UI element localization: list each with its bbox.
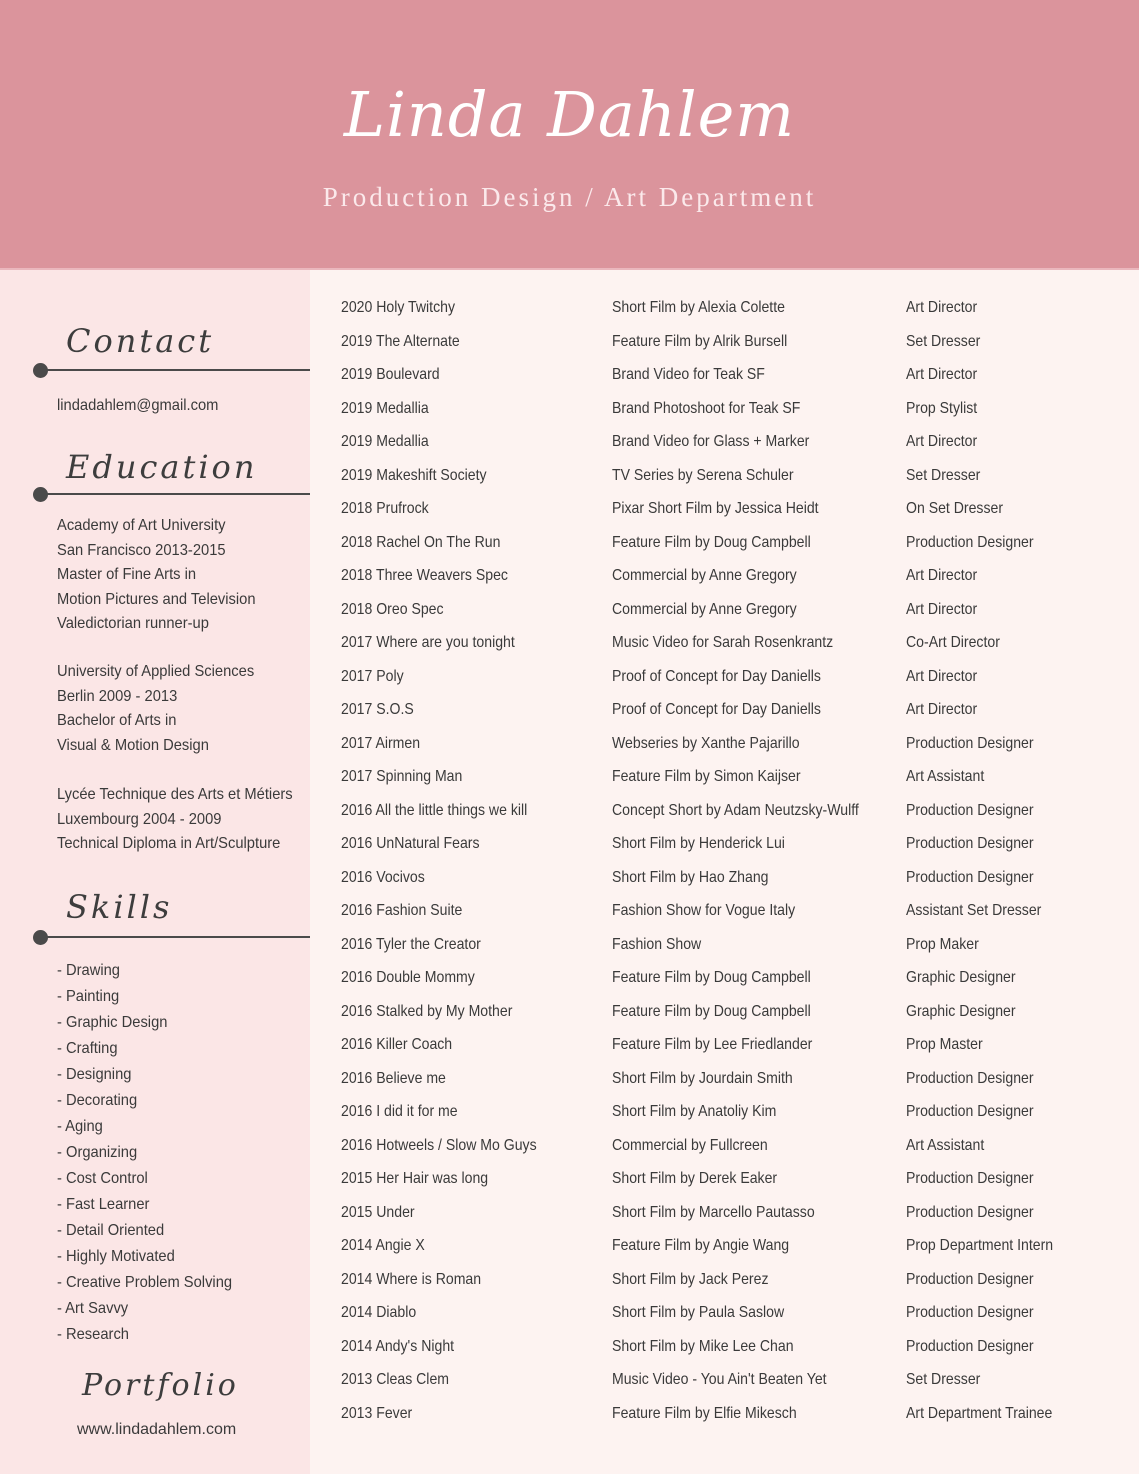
education-line: University of Applied Sciences bbox=[57, 663, 255, 680]
credit-description: Short Film by Henderick Lui bbox=[612, 835, 785, 852]
credit-role: Prop Maker bbox=[906, 935, 979, 953]
credit-project: 2016 Tyler the Creator bbox=[341, 935, 481, 953]
credit-project: 2016 Killer Coach bbox=[341, 1036, 453, 1053]
credit-description: Fashion Show for Vogue Italy bbox=[612, 902, 796, 919]
portfolio-link[interactable]: www.lindadahlem.com bbox=[77, 1421, 237, 1438]
education-line: San Francisco 2013-2015 bbox=[57, 541, 226, 559]
credit-description: Commercial by Anne Gregory bbox=[612, 600, 797, 618]
credit-role: Prop Master bbox=[906, 1036, 983, 1053]
credit-role: Art Director bbox=[906, 600, 978, 618]
credit-row bbox=[341, 1397, 1131, 1431]
credit-role: Assistant Set Dresser bbox=[906, 902, 1042, 919]
skill-item: - Organizing bbox=[57, 1144, 138, 1161]
credit-role: On Set Dresser bbox=[906, 500, 1004, 517]
credit-description: Feature Film by Doug Campbell bbox=[612, 969, 811, 986]
contact-dot bbox=[33, 363, 48, 378]
credit-project: 2020 Holy Twitchy bbox=[341, 299, 456, 316]
credit-description: Brand Photoshoot for Teak SF bbox=[612, 399, 801, 417]
credit-project: 2019 Boulevard bbox=[341, 366, 440, 383]
credit-role: Production Designer bbox=[906, 868, 1034, 886]
credit-role: Production Designer bbox=[906, 801, 1034, 819]
skill-item: - Research bbox=[57, 1326, 129, 1343]
credit-role: Production Designer bbox=[906, 1304, 1034, 1321]
credit-project: 2018 Rachel On The Run bbox=[341, 533, 501, 551]
credit-project: 2016 Double Mommy bbox=[341, 969, 475, 986]
contact-rule bbox=[40, 369, 310, 371]
credit-project: 2016 Hotweels / Slow Mo Guys bbox=[341, 1136, 537, 1154]
skill-item: - Painting bbox=[57, 988, 120, 1005]
credit-project: 2019 Medallia bbox=[341, 399, 429, 417]
credits-list bbox=[341, 291, 1131, 1430]
credit-description: Proof of Concept for Day Daniells bbox=[612, 667, 821, 685]
skills-dot bbox=[33, 930, 48, 945]
credit-row bbox=[341, 928, 1131, 962]
credit-row bbox=[341, 593, 1131, 627]
skills-heading: Skills bbox=[66, 888, 173, 926]
credit-row bbox=[341, 1363, 1131, 1397]
education-line: Valedictorian runner-up bbox=[57, 615, 209, 632]
credit-project: 2018 Oreo Spec bbox=[341, 600, 444, 618]
skill-item: - Creative Problem Solving bbox=[57, 1274, 233, 1291]
credit-project: 2014 Diablo bbox=[341, 1304, 417, 1321]
credit-role: Art Director bbox=[906, 667, 978, 685]
skill-item: - Fast Learner bbox=[57, 1196, 150, 1213]
credit-row bbox=[341, 1229, 1131, 1263]
skill-item: - Art Savvy bbox=[57, 1300, 129, 1317]
credit-project: 2019 Makeshift Society bbox=[341, 466, 487, 484]
credit-row bbox=[341, 325, 1131, 359]
credit-role: Production Designer bbox=[906, 1270, 1034, 1288]
skill-item: - Decorating bbox=[57, 1092, 138, 1109]
portfolio-heading: Portfolio bbox=[82, 1368, 239, 1403]
credit-project: 2014 Where is Roman bbox=[341, 1270, 482, 1288]
email-link[interactable]: lindadahlem@gmail.com bbox=[57, 397, 219, 414]
education-dot bbox=[33, 487, 48, 502]
credit-project: 2016 All the little things we kill bbox=[341, 801, 528, 819]
credit-role: Art Director bbox=[906, 567, 978, 584]
contact-heading: Contact bbox=[66, 322, 215, 360]
job-title: Production Design / Art Department bbox=[322, 182, 817, 212]
credit-description: Commercial by Anne Gregory bbox=[612, 567, 797, 584]
skill-item: - Graphic Design bbox=[57, 1014, 168, 1031]
credit-role: Production Designer bbox=[906, 1337, 1034, 1355]
credit-description: Webseries by Xanthe Pajarillo bbox=[612, 734, 800, 752]
education-line: Luxembourg 2004 - 2009 bbox=[57, 810, 222, 828]
credit-row bbox=[341, 1296, 1131, 1330]
credit-row bbox=[341, 1330, 1131, 1364]
credit-description: Feature Film by Elfie Mikesch bbox=[612, 1404, 797, 1422]
credit-row bbox=[341, 894, 1131, 928]
credit-row bbox=[341, 660, 1131, 694]
credit-project: 2017 Spinning Man bbox=[341, 768, 463, 785]
credit-role: Set Dresser bbox=[906, 1371, 981, 1388]
credit-row bbox=[341, 526, 1131, 560]
credit-description: Feature Film by Doug Campbell bbox=[612, 533, 811, 551]
credit-role: Graphic Designer bbox=[906, 1002, 1016, 1020]
credit-role: Production Designer bbox=[906, 1170, 1034, 1187]
credit-role: Art Director bbox=[906, 701, 978, 718]
credit-role: Art Department Trainee bbox=[906, 1404, 1053, 1422]
credit-row bbox=[341, 1062, 1131, 1096]
credit-description: Short Film by Derek Eaker bbox=[612, 1170, 778, 1187]
education-line: Bachelor of Arts in bbox=[57, 712, 177, 729]
credit-description: TV Series by Serena Schuler bbox=[612, 466, 794, 484]
credit-project: 2015 Under bbox=[341, 1203, 415, 1221]
education-line: Lycée Technique des Arts et Métiers bbox=[57, 786, 293, 803]
education-rule bbox=[40, 493, 310, 495]
credit-row bbox=[341, 459, 1131, 493]
contact-section bbox=[57, 394, 307, 419]
skill-item: - Drawing bbox=[57, 962, 120, 979]
credit-description: Feature Film by Lee Friedlander bbox=[612, 1036, 813, 1053]
credit-role: Production Designer bbox=[906, 533, 1034, 551]
credit-project: 2016 UnNatural Fears bbox=[341, 835, 480, 852]
credit-description: Commercial by Fullcreen bbox=[612, 1136, 768, 1154]
credit-row bbox=[341, 760, 1131, 794]
credit-row bbox=[341, 492, 1131, 526]
credit-description: Feature Film by Doug Campbell bbox=[612, 1002, 811, 1020]
credit-row bbox=[341, 358, 1131, 392]
credit-row bbox=[341, 1196, 1131, 1230]
education-line: Master of Fine Arts in bbox=[57, 566, 197, 583]
credit-description: Short Film by Paula Saslow bbox=[612, 1304, 785, 1321]
education-entry bbox=[57, 660, 307, 758]
credit-description: Brand Video for Teak SF bbox=[612, 366, 765, 383]
credit-role: Graphic Designer bbox=[906, 969, 1016, 986]
skill-item: - Detail Oriented bbox=[57, 1222, 165, 1239]
credit-project: 2017 Where are you tonight bbox=[341, 634, 515, 651]
credit-description: Short Film by Anatoliy Kim bbox=[612, 1103, 777, 1120]
credit-role: Art Director bbox=[906, 366, 978, 383]
credit-description: Brand Video for Glass + Marker bbox=[612, 433, 810, 450]
skills-rule bbox=[40, 936, 310, 938]
credit-role: Set Dresser bbox=[906, 466, 981, 484]
credit-description: Pixar Short Film by Jessica Heidt bbox=[612, 500, 819, 517]
credit-role: Production Designer bbox=[906, 734, 1034, 752]
education-entry bbox=[57, 783, 307, 857]
credit-row bbox=[341, 1162, 1131, 1196]
education-heading: Education bbox=[66, 448, 258, 486]
skill-item: - Aging bbox=[57, 1118, 103, 1135]
credit-description: Short Film by Mike Lee Chan bbox=[612, 1337, 794, 1355]
skill-item: - Crafting bbox=[57, 1040, 118, 1057]
credit-description: Short Film by Alexia Colette bbox=[612, 299, 785, 316]
education-line: Technical Diploma in Art/Sculpture bbox=[57, 835, 281, 852]
skills-list bbox=[57, 958, 307, 1348]
credit-row bbox=[341, 425, 1131, 459]
education-line: Visual & Motion Design bbox=[57, 736, 209, 754]
credit-role: Art Assistant bbox=[906, 768, 985, 785]
credit-row bbox=[341, 1028, 1131, 1062]
credit-project: 2016 Vocivos bbox=[341, 868, 425, 886]
credit-row bbox=[341, 1263, 1131, 1297]
credit-role: Set Dresser bbox=[906, 332, 981, 350]
name-heading: Linda Dahlem bbox=[343, 78, 796, 151]
education-line: Academy of Art University bbox=[57, 517, 226, 534]
credit-role: Art Director bbox=[906, 299, 978, 316]
credit-description: Short Film by Jourdain Smith bbox=[612, 1069, 793, 1087]
credit-description: Fashion Show bbox=[612, 935, 702, 953]
credit-description: Feature Film by Angie Wang bbox=[612, 1237, 790, 1254]
skill-item: - Designing bbox=[57, 1066, 132, 1083]
credit-role: Prop Stylist bbox=[906, 399, 978, 417]
education-line: Motion Pictures and Television bbox=[57, 590, 256, 608]
credit-project: 2015 Her Hair was long bbox=[341, 1170, 489, 1187]
credit-description: Concept Short by Adam Neutzsky-Wulff bbox=[612, 801, 859, 819]
credit-role: Art Assistant bbox=[906, 1136, 985, 1154]
credit-project: 2017 Poly bbox=[341, 667, 404, 685]
credit-row bbox=[341, 995, 1131, 1029]
credit-row bbox=[341, 1129, 1131, 1163]
credit-project: 2018 Prufrock bbox=[341, 500, 429, 517]
credit-description: Short Film by Hao Zhang bbox=[612, 868, 769, 886]
credit-description: Feature Film by Simon Kaijser bbox=[612, 768, 801, 785]
credit-row bbox=[341, 1095, 1131, 1129]
credit-role: Production Designer bbox=[906, 1069, 1034, 1087]
credit-project: 2019 The Alternate bbox=[341, 332, 460, 350]
credit-row bbox=[341, 794, 1131, 828]
credit-project: 2013 Cleas Clem bbox=[341, 1371, 450, 1388]
credit-project: 2017 S.O.S bbox=[341, 701, 414, 718]
skill-item: - Cost Control bbox=[57, 1170, 148, 1187]
credit-role: Prop Department Intern bbox=[906, 1237, 1054, 1254]
credit-project: 2014 Angie X bbox=[341, 1237, 425, 1254]
credit-description: Music Video for Sarah Rosenkrantz bbox=[612, 634, 834, 651]
skill-item: - Highly Motivated bbox=[57, 1248, 175, 1265]
credit-project: 2016 I did it for me bbox=[341, 1103, 458, 1120]
credit-row bbox=[341, 861, 1131, 895]
credit-row bbox=[341, 727, 1131, 761]
credit-row bbox=[341, 559, 1131, 593]
credit-role: Production Designer bbox=[906, 1103, 1034, 1120]
credit-project: 2016 Believe me bbox=[341, 1069, 446, 1087]
header-banner bbox=[0, 0, 1139, 270]
education-entry bbox=[57, 514, 307, 637]
credit-role: Art Director bbox=[906, 433, 978, 450]
credit-project: 2016 Fashion Suite bbox=[341, 902, 463, 919]
credit-row bbox=[341, 392, 1131, 426]
credit-description: Proof of Concept for Day Daniells bbox=[612, 701, 821, 718]
credit-project: 2014 Andy's Night bbox=[341, 1337, 455, 1355]
credit-description: Feature Film by Alrik Bursell bbox=[612, 332, 788, 350]
credit-project: 2016 Stalked by My Mother bbox=[341, 1002, 513, 1020]
credit-row bbox=[341, 961, 1131, 995]
credit-project: 2013 Fever bbox=[341, 1404, 413, 1422]
credit-description: Short Film by Jack Perez bbox=[612, 1270, 769, 1288]
credit-role: Co-Art Director bbox=[906, 634, 1000, 651]
credit-project: 2019 Medallia bbox=[341, 433, 429, 450]
education-line: Berlin 2009 - 2013 bbox=[57, 687, 178, 705]
credit-description: Music Video - You Ain't Beaten Yet bbox=[612, 1371, 827, 1388]
credit-project: 2018 Three Weavers Spec bbox=[341, 567, 508, 584]
credit-row bbox=[341, 693, 1131, 727]
credit-row bbox=[341, 291, 1131, 325]
credit-row bbox=[341, 827, 1131, 861]
credit-role: Production Designer bbox=[906, 1203, 1034, 1221]
credit-description: Short Film by Marcello Pautasso bbox=[612, 1203, 815, 1221]
credit-role: Production Designer bbox=[906, 835, 1034, 852]
credit-project: 2017 Airmen bbox=[341, 734, 421, 752]
credit-row bbox=[341, 626, 1131, 660]
